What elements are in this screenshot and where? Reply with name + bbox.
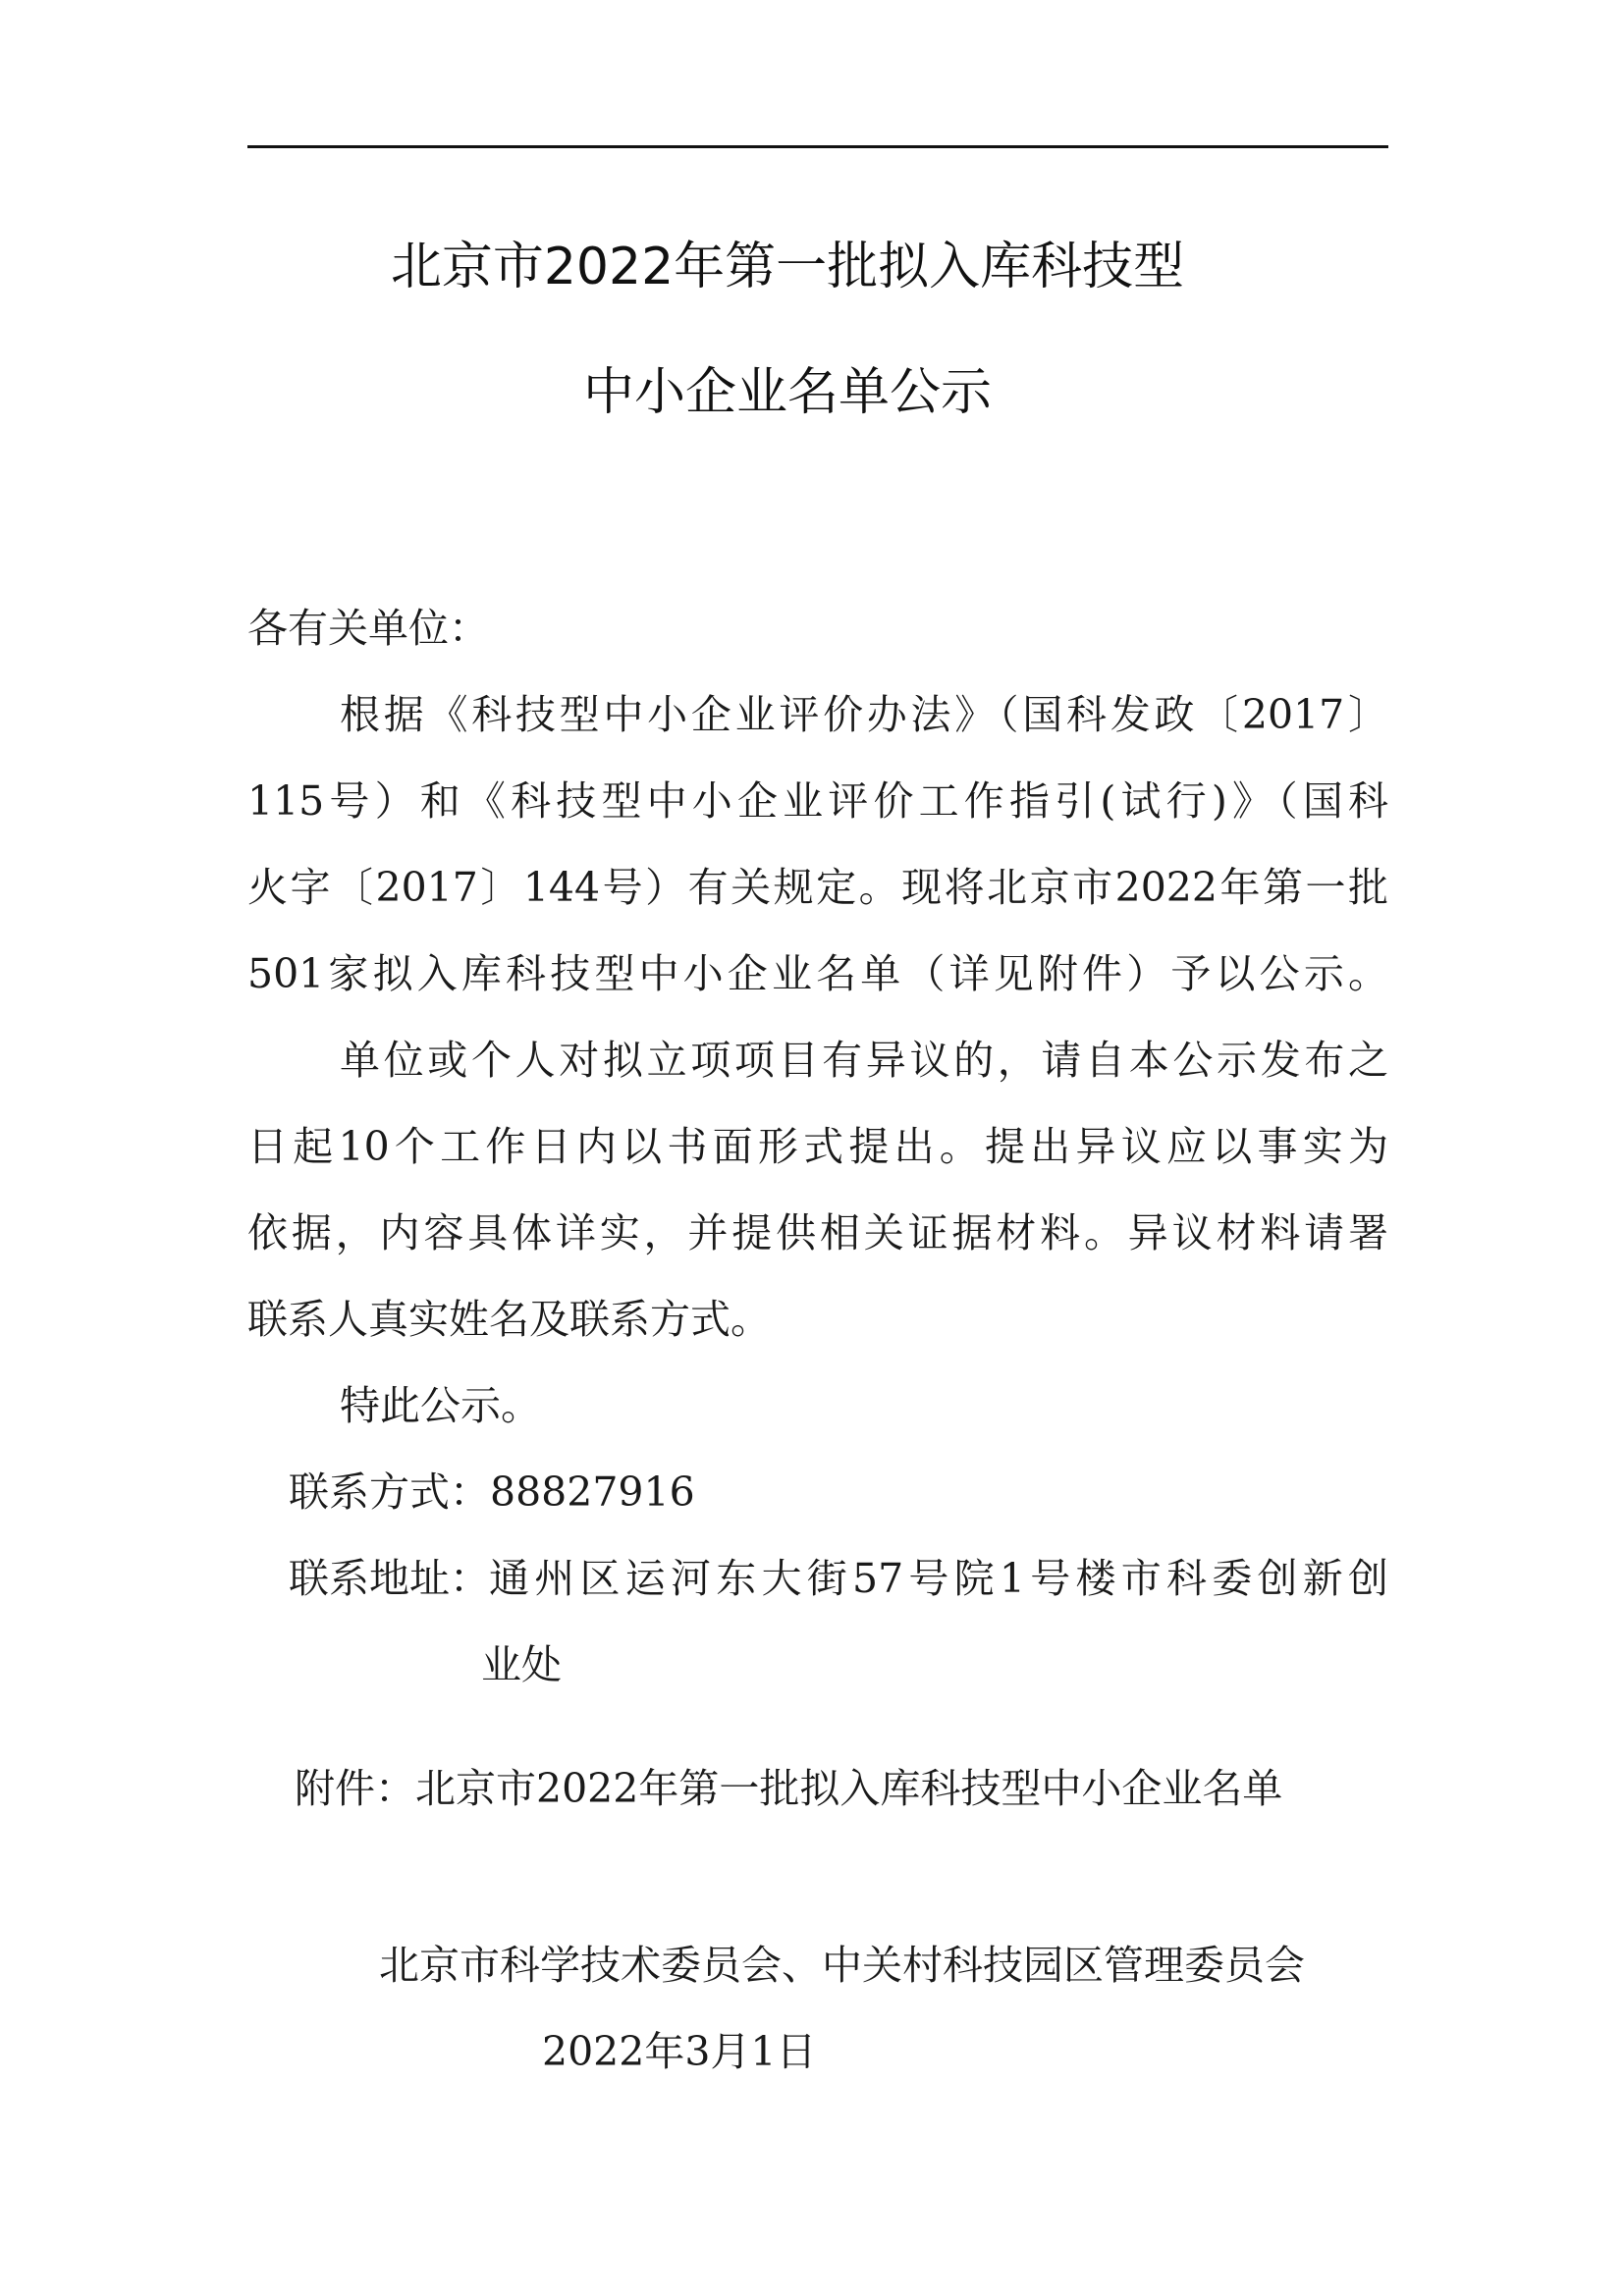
contact-address-label: 联系地址： <box>289 1555 490 1602</box>
attachment-label: 附件： <box>295 1765 415 1812</box>
attachment-text: 北京市2022年第一批拟入库科技型中小企业名单 <box>415 1765 1283 1812</box>
paragraph1-line-1: 根据《科技型中小企业评价办法》（国科发政〔2017〕 <box>340 691 1388 738</box>
contact-phone-label: 联系方式： <box>289 1468 490 1516</box>
paragraph1-line-2: 115号）和《科技型中小企业评价工作指引(试行)》（国科 <box>247 777 1388 825</box>
contact-phone-value: 88827916 <box>490 1468 695 1516</box>
issuer: 北京市科学技术委员会、中关村科技园区管理委员会 <box>379 1942 1305 1989</box>
paragraph2-line-2: 日起10个工作日内以书面形式提出。提出异议应以事实为 <box>247 1123 1388 1170</box>
title-line-1: 北京市2022年第一批拟入库科技型 <box>390 238 1185 296</box>
header-rule <box>247 145 1388 148</box>
contact-address-line-2: 业处 <box>481 1641 562 1688</box>
salutation: 各有关单位： <box>247 605 489 652</box>
paragraph2-line-3: 依据，内容具体详实，并提供相关证据材料。异议材料请署 <box>247 1209 1388 1256</box>
contact-phone <box>289 1467 695 1518</box>
title-line-2: 中小企业名单公示 <box>582 363 992 422</box>
contact-address-line-1: 通州区运河东大街57号院1号楼市科委创新创 <box>489 1555 1388 1602</box>
paragraph1-line-3: 火字〔2017〕144号）有关规定。现将北京市2022年第一批 <box>247 864 1388 911</box>
paragraph2-line-1: 单位或个人对拟立项项目有异议的，请自本公示发布之 <box>340 1037 1388 1084</box>
paragraph2-line-4: 联系人真实姓名及联系方式。 <box>247 1296 771 1343</box>
attachment <box>295 1763 1282 1814</box>
closing-text: 特此公示。 <box>340 1382 541 1429</box>
issue-date: 2022年3月1日 <box>542 2028 817 2075</box>
paragraph1-line-4: 501家拟入库科技型中小企业名单（详见附件）予以公示。 <box>247 950 1388 997</box>
